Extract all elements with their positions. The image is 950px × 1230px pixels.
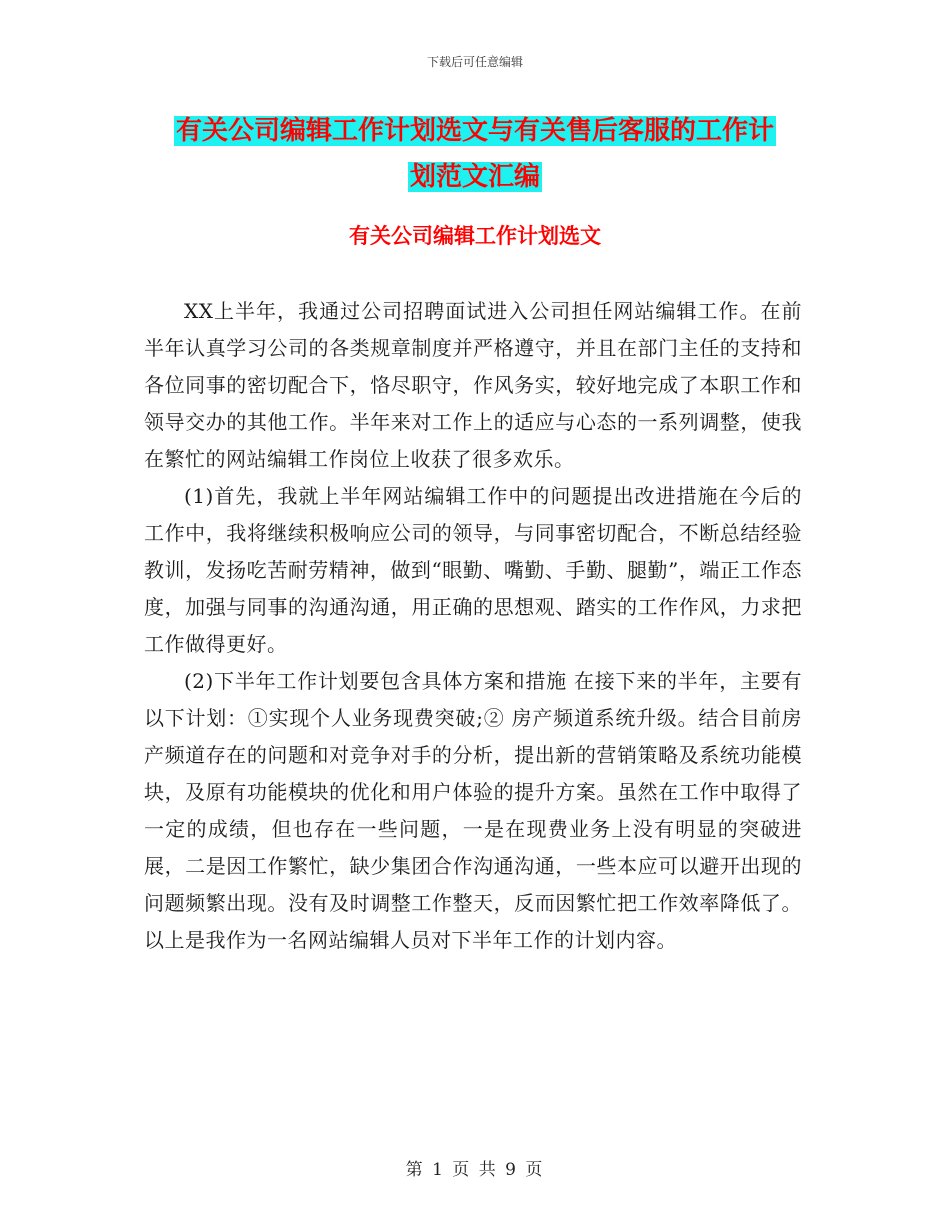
document-body (144, 293, 802, 959)
paragraph-2: (1)首先，我就上半年网站编辑工作中的问题提出改进措施在今后的工作中，我将继续积极响应公司的领导，与同事密切配合，不断总结经验教训，发扬吃苦耐劳精神，做到“眼勤、嘴勤、手勤、腿勤”，端正工作态度，加强与同事的沟通沟通，用正确的思想观、踏实的工作作风，力求把工作做得更好。 (144, 484, 802, 656)
section-heading: 有关公司编辑工作计划选文 (349, 224, 601, 248)
paragraph-1: XX上半年，我通过公司招聘面试进入公司担任网站编辑工作。在前半年认真学习公司的各类规章制度并严格遵守，并且在部门主任的支持和各位同事的密切配合下，恪尽职守，作风务实，较好地完成了本职工作和领导交办的其他工作。半年来对工作上的适应与心态的一系列调整，使我在繁忙的网站编辑工作岗位上收获了很多欢乐。 (144, 299, 802, 471)
document-title-line-1: 有关公司编辑工作计划选文与有关售后客服的工作计 (175, 116, 774, 146)
header-note: 下载后可任意编辑 (426, 55, 523, 69)
page-footer: 第 1 页 共 9 页 (405, 1160, 545, 1180)
document-title (140, 108, 810, 200)
document-title-line-2: 划范文汇编 (409, 162, 540, 192)
paragraph-3: (2)下半年工作计划要包含具体方案和措施 在接下来的半年，主要有以下计划：①实现个人业务现费突破;② 房产频道系统升级。结合目前房产频道存在的问题和对竞争对手的分析，提出新的营销策略及系统功能模块，及原有功能模块的优化和用户体验的提升方案。虽然在工作中取得了一定的成绩，但也存在一些问题，一是在现费业务上没有明显的突破进展，二是因工作繁忙，缺少集团合作沟通沟通，一些本应可以避开出现的问题频繁出现。没有及时调整工作整天，反而因繁忙把工作效率降低了。以上是我作为一名网站编辑人员对下半年工作的计划内容。 (144, 669, 802, 952)
